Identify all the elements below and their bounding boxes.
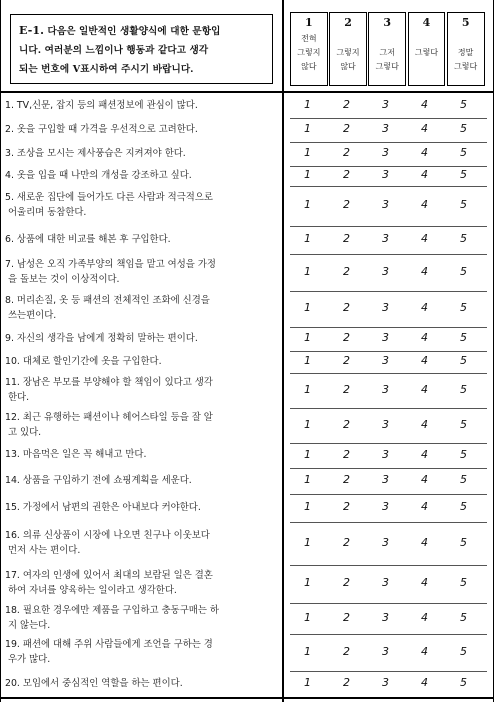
option-3[interactable]: 3 bbox=[382, 611, 389, 624]
answer-options bbox=[288, 265, 488, 278]
answer-options bbox=[288, 146, 488, 159]
option-4[interactable]: 4 bbox=[421, 232, 428, 245]
option-2[interactable]: 2 bbox=[343, 146, 350, 159]
scale-col-4 bbox=[408, 12, 446, 86]
question-line: 6. 상품에 대한 비교를 해본 후 구입한다. bbox=[5, 234, 171, 245]
answer-options bbox=[288, 473, 488, 486]
question-line: 먼저 사는 편이다. bbox=[8, 545, 81, 556]
option-2[interactable]: 2 bbox=[343, 448, 350, 461]
question-row-15 bbox=[0, 494, 494, 522]
option-2[interactable]: 2 bbox=[343, 168, 350, 181]
question-text bbox=[5, 528, 285, 558]
option-3[interactable]: 3 bbox=[382, 576, 389, 589]
question-line: 5. 새로운 집단에 들어가도 다른 사람과 적극적으로 bbox=[5, 192, 213, 203]
scale-col-2 bbox=[329, 12, 367, 86]
question-line: 하여 자녀를 양육하는 일이라고 생각한다. bbox=[8, 585, 177, 596]
option-2[interactable]: 2 bbox=[343, 232, 350, 245]
option-3[interactable]: 3 bbox=[382, 168, 389, 181]
question-line: 18. 필요한 경우에만 제품을 구입하고 충동구매는 하 bbox=[5, 605, 219, 616]
option-1[interactable]: 1 bbox=[304, 676, 311, 689]
question-text bbox=[5, 568, 285, 598]
option-3[interactable]: 3 bbox=[382, 383, 389, 396]
option-2[interactable]: 2 bbox=[343, 418, 350, 431]
option-2[interactable]: 2 bbox=[343, 473, 350, 486]
question-row-12 bbox=[0, 408, 494, 443]
option-2[interactable]: 2 bbox=[343, 500, 350, 513]
question-text bbox=[5, 354, 285, 369]
question-line: 16. 의류 신상품이 시장에 나오면 친구나 이웃보다 bbox=[5, 530, 210, 541]
question-row-3 bbox=[0, 142, 494, 166]
option-1[interactable]: 1 bbox=[304, 98, 311, 111]
option-2[interactable]: 2 bbox=[343, 536, 350, 549]
option-3[interactable]: 3 bbox=[382, 232, 389, 245]
instruction-box bbox=[10, 14, 273, 84]
survey-header bbox=[0, 0, 494, 92]
option-3[interactable]: 3 bbox=[382, 301, 389, 314]
question-row-17 bbox=[0, 565, 494, 603]
option-1[interactable]: 1 bbox=[304, 265, 311, 278]
option-3[interactable]: 3 bbox=[382, 331, 389, 344]
answer-options bbox=[288, 301, 488, 314]
option-1[interactable]: 1 bbox=[304, 576, 311, 589]
question-line: 15. 가정에서 남편의 권한은 아내보다 커야한다. bbox=[5, 502, 201, 513]
question-text bbox=[5, 98, 285, 113]
scale-label: 그저 그렇다 bbox=[375, 48, 399, 71]
scale-number: 4 bbox=[422, 16, 431, 29]
answer-options bbox=[288, 331, 488, 344]
scale-number: 2 bbox=[344, 16, 352, 29]
question-row-19 bbox=[0, 634, 494, 671]
question-row-20 bbox=[0, 671, 494, 697]
question-row-13 bbox=[0, 443, 494, 468]
option-2[interactable]: 2 bbox=[343, 301, 350, 314]
question-row-1 bbox=[0, 94, 494, 118]
option-5[interactable]: 5 bbox=[460, 676, 467, 689]
question-line: 3. 조상을 모시는 제사풍습은 지켜져야 한다. bbox=[5, 148, 186, 159]
option-4[interactable]: 4 bbox=[421, 500, 428, 513]
answer-options bbox=[288, 611, 488, 624]
option-2[interactable]: 2 bbox=[343, 265, 350, 278]
instruction-line-1: 다음은 일반적인 생활양식에 대한 문항입 bbox=[47, 26, 221, 37]
answer-options bbox=[288, 676, 488, 689]
question-text bbox=[5, 637, 285, 667]
question-line: 7. 남성은 오직 가족부양의 책임을 맡고 여성을 가정 bbox=[5, 259, 216, 270]
question-line: 14. 상품을 구입하기 전에 쇼핑계획을 세운다. bbox=[5, 475, 192, 486]
option-4[interactable]: 4 bbox=[421, 198, 428, 211]
option-3[interactable]: 3 bbox=[382, 645, 389, 658]
scale-col-5 bbox=[447, 12, 485, 86]
option-2[interactable]: 2 bbox=[343, 354, 350, 367]
answer-options bbox=[288, 500, 488, 513]
question-text bbox=[5, 473, 285, 488]
question-row-6 bbox=[0, 226, 494, 254]
option-4[interactable]: 4 bbox=[421, 168, 428, 181]
answer-options bbox=[288, 98, 488, 111]
option-3[interactable]: 3 bbox=[382, 418, 389, 431]
question-row-7 bbox=[0, 254, 494, 291]
answer-options bbox=[288, 354, 488, 367]
option-5[interactable]: 5 bbox=[460, 473, 467, 486]
question-line: 20. 모임에서 중심적인 역할을 하는 편이다. bbox=[5, 678, 183, 689]
option-5[interactable]: 5 bbox=[460, 265, 467, 278]
option-1[interactable]: 1 bbox=[304, 122, 311, 135]
option-4[interactable]: 4 bbox=[421, 146, 428, 159]
answer-options bbox=[288, 168, 488, 181]
option-5[interactable]: 5 bbox=[460, 232, 467, 245]
question-text bbox=[5, 232, 285, 247]
scale-number: 5 bbox=[461, 16, 470, 29]
answer-options bbox=[288, 383, 488, 396]
option-2[interactable]: 2 bbox=[343, 576, 350, 589]
option-2[interactable]: 2 bbox=[343, 645, 350, 658]
option-1[interactable]: 1 bbox=[304, 168, 311, 181]
scale-col-1 bbox=[290, 12, 328, 86]
question-text bbox=[5, 190, 285, 220]
question-row-8 bbox=[0, 291, 494, 327]
question-text bbox=[5, 500, 285, 515]
bottom-rule bbox=[0, 697, 494, 699]
question-text bbox=[5, 257, 285, 287]
option-4[interactable]: 4 bbox=[421, 536, 428, 549]
option-3[interactable]: 3 bbox=[382, 536, 389, 549]
question-line: 2. 옷을 구입할 때 가격을 우선적으로 고려한다. bbox=[5, 124, 198, 135]
answer-options bbox=[288, 232, 488, 245]
option-3[interactable]: 3 bbox=[382, 122, 389, 135]
option-1[interactable]: 1 bbox=[304, 473, 311, 486]
scale-number: 1 bbox=[305, 16, 313, 29]
option-1[interactable]: 1 bbox=[304, 645, 311, 658]
question-line: 19. 패션에 대해 주위 사람들에게 조언을 구하는 경 bbox=[5, 639, 213, 650]
option-5[interactable]: 5 bbox=[460, 645, 467, 658]
option-2[interactable]: 2 bbox=[343, 122, 350, 135]
option-2[interactable]: 2 bbox=[343, 331, 350, 344]
option-4[interactable]: 4 bbox=[421, 354, 428, 367]
option-2[interactable]: 2 bbox=[343, 676, 350, 689]
option-4[interactable]: 4 bbox=[421, 611, 428, 624]
option-1[interactable]: 1 bbox=[304, 198, 311, 211]
question-line: 어울리며 동참한다. bbox=[8, 207, 87, 218]
question-row-9 bbox=[0, 327, 494, 351]
option-1[interactable]: 1 bbox=[304, 611, 311, 624]
question-row-14 bbox=[0, 468, 494, 494]
option-5[interactable]: 5 bbox=[460, 301, 467, 314]
question-line: 4. 옷을 입을 때 나만의 개성을 강조하고 싶다. bbox=[5, 170, 192, 181]
question-row-10 bbox=[0, 351, 494, 373]
question-row-16 bbox=[0, 522, 494, 565]
option-5[interactable]: 5 bbox=[460, 448, 467, 461]
header-rule bbox=[0, 91, 494, 93]
question-line: 11. 장남은 부모를 부양해야 할 책임이 있다고 생각 bbox=[5, 377, 213, 388]
question-text bbox=[5, 410, 285, 440]
option-4[interactable]: 4 bbox=[421, 265, 428, 278]
question-line: 지 않는다. bbox=[8, 620, 51, 631]
instruction-line-2: 니다. 여러분의 느낌이나 행동과 같다고 생각 bbox=[19, 45, 209, 56]
option-5[interactable]: 5 bbox=[460, 418, 467, 431]
option-4[interactable]: 4 bbox=[421, 645, 428, 658]
option-1[interactable]: 1 bbox=[304, 418, 311, 431]
answer-options bbox=[288, 448, 488, 461]
scale-label: 그렇다 bbox=[414, 48, 439, 57]
option-2[interactable]: 2 bbox=[343, 198, 350, 211]
response-scale-header bbox=[290, 12, 486, 86]
question-text bbox=[5, 603, 285, 633]
section-code: E-1. bbox=[19, 24, 45, 37]
option-5[interactable]: 5 bbox=[460, 611, 467, 624]
question-line: 고 있다. bbox=[8, 427, 42, 438]
question-line: 8. 머리손질, 옷 등 패션의 전체적인 조화에 신경을 bbox=[5, 295, 210, 306]
scale-label: 전혀 그렇지 않다 bbox=[297, 34, 321, 71]
option-2[interactable]: 2 bbox=[343, 383, 350, 396]
option-1[interactable]: 1 bbox=[304, 301, 311, 314]
question-line: 17. 여자의 인생에 있어서 최대의 보람된 일은 결혼 bbox=[5, 570, 213, 581]
option-5[interactable]: 5 bbox=[460, 122, 467, 135]
question-line: 우가 많다. bbox=[8, 654, 51, 665]
option-1[interactable]: 1 bbox=[304, 536, 311, 549]
option-1[interactable]: 1 bbox=[304, 354, 311, 367]
option-5[interactable]: 5 bbox=[460, 198, 467, 211]
answer-options bbox=[288, 198, 488, 211]
option-3[interactable]: 3 bbox=[382, 265, 389, 278]
answer-options bbox=[288, 576, 488, 589]
option-3[interactable]: 3 bbox=[382, 448, 389, 461]
option-5[interactable]: 5 bbox=[460, 383, 467, 396]
option-4[interactable]: 4 bbox=[421, 418, 428, 431]
instruction-line-3: 되는 번호에 V표시하여 주시기 바랍니다. bbox=[19, 64, 194, 75]
option-4[interactable]: 4 bbox=[421, 98, 428, 111]
question-line: 1. TV,신문, 잡지 등의 패션정보에 관심이 많다. bbox=[5, 100, 198, 111]
question-line: 쓰는편이다. bbox=[8, 310, 57, 321]
option-5[interactable]: 5 bbox=[460, 146, 467, 159]
option-4[interactable]: 4 bbox=[421, 331, 428, 344]
option-4[interactable]: 4 bbox=[421, 122, 428, 135]
question-line: 10. 대체로 할인기간에 옷을 구입한다. bbox=[5, 356, 162, 367]
option-5[interactable]: 5 bbox=[460, 354, 467, 367]
option-4[interactable]: 4 bbox=[421, 473, 428, 486]
question-text bbox=[5, 331, 285, 346]
option-3[interactable]: 3 bbox=[382, 500, 389, 513]
option-5[interactable]: 5 bbox=[460, 536, 467, 549]
question-line: 한다. bbox=[8, 392, 30, 403]
option-1[interactable]: 1 bbox=[304, 448, 311, 461]
question-text bbox=[5, 168, 285, 183]
option-3[interactable]: 3 bbox=[382, 354, 389, 367]
option-5[interactable]: 5 bbox=[460, 500, 467, 513]
option-4[interactable]: 4 bbox=[421, 576, 428, 589]
question-line: 9. 자신의 생각을 남에게 정확히 말하는 편이다. bbox=[5, 333, 198, 344]
option-1[interactable]: 1 bbox=[304, 383, 311, 396]
option-5[interactable]: 5 bbox=[460, 576, 467, 589]
question-row-5 bbox=[0, 186, 494, 226]
answer-options bbox=[288, 418, 488, 431]
option-4[interactable]: 4 bbox=[421, 301, 428, 314]
question-text bbox=[5, 146, 285, 161]
question-text bbox=[5, 122, 285, 137]
option-5[interactable]: 5 bbox=[460, 331, 467, 344]
scale-label: 정말 그렇다 bbox=[454, 48, 478, 71]
option-2[interactable]: 2 bbox=[343, 611, 350, 624]
option-3[interactable]: 3 bbox=[382, 98, 389, 111]
question-line: 12. 최근 유행하는 패션이나 헤어스타일 등을 잘 알 bbox=[5, 412, 213, 423]
question-row-2 bbox=[0, 118, 494, 142]
question-text bbox=[5, 676, 285, 691]
option-1[interactable]: 1 bbox=[304, 146, 311, 159]
answer-options bbox=[288, 645, 488, 658]
question-row-18 bbox=[0, 603, 494, 634]
option-4[interactable]: 4 bbox=[421, 448, 428, 461]
option-1[interactable]: 1 bbox=[304, 232, 311, 245]
option-3[interactable]: 3 bbox=[382, 146, 389, 159]
question-text bbox=[5, 293, 285, 323]
question-line: 13. 마음먹은 일은 꼭 해내고 만다. bbox=[5, 449, 147, 460]
option-5[interactable]: 5 bbox=[460, 168, 467, 181]
scale-col-3 bbox=[368, 12, 406, 86]
answer-options bbox=[288, 122, 488, 135]
option-4[interactable]: 4 bbox=[421, 676, 428, 689]
option-2[interactable]: 2 bbox=[343, 98, 350, 111]
option-5[interactable]: 5 bbox=[460, 98, 467, 111]
option-3[interactable]: 3 bbox=[382, 676, 389, 689]
scale-label: 그렇지 않다 bbox=[336, 48, 360, 71]
option-3[interactable]: 3 bbox=[382, 473, 389, 486]
answer-options bbox=[288, 536, 488, 549]
option-1[interactable]: 1 bbox=[304, 500, 311, 513]
question-text bbox=[5, 375, 285, 405]
question-line: 을 돌보는 것이 이상적이다. bbox=[8, 274, 120, 285]
option-1[interactable]: 1 bbox=[304, 331, 311, 344]
scale-number: 3 bbox=[383, 16, 392, 29]
question-text bbox=[5, 447, 285, 462]
option-4[interactable]: 4 bbox=[421, 383, 428, 396]
option-3[interactable]: 3 bbox=[382, 198, 389, 211]
question-row-11 bbox=[0, 373, 494, 408]
question-row-4 bbox=[0, 166, 494, 186]
